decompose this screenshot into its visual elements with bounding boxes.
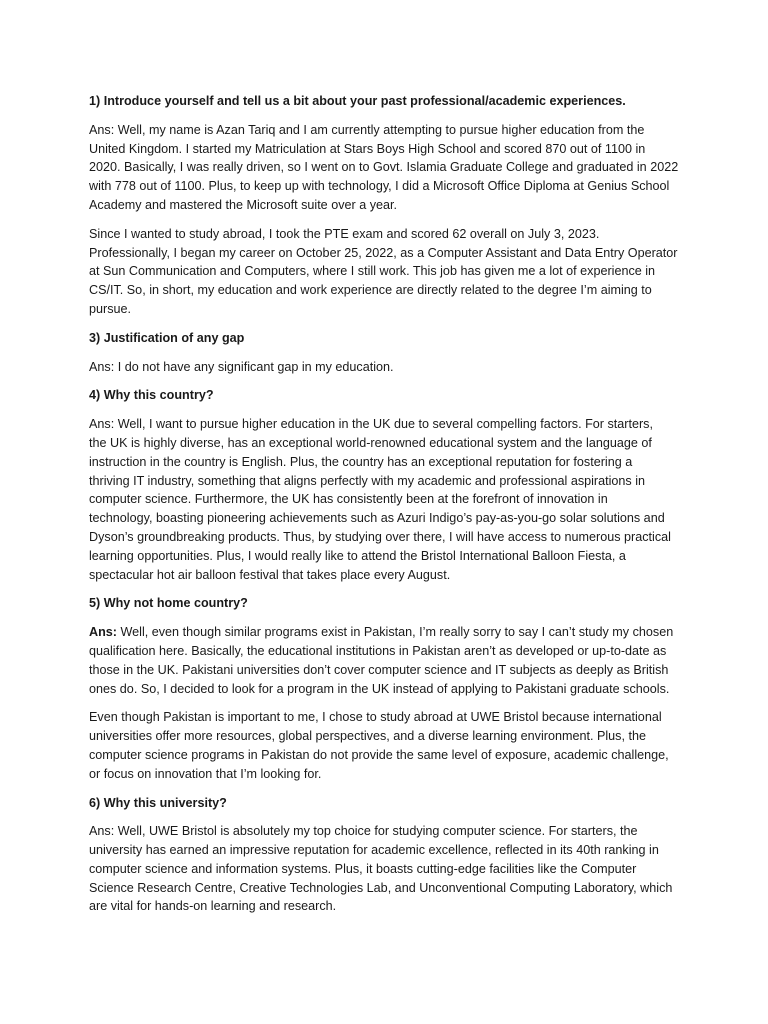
text-line: CS/IT. So, in short, my education and work experience are directly related to the degree I’m aiming to bbox=[89, 283, 652, 298]
text-line: university has earned an impressive reputation for academic excellence, reflected in its 40th ranking in bbox=[89, 843, 659, 858]
text-line: universities offer more resources, global perspectives, and a diverse learning environment. Plus, the bbox=[89, 729, 646, 744]
text-line: Academy and mastered the Microsoft suite over a year. bbox=[89, 197, 397, 212]
answer-5-paragraph-2 bbox=[89, 708, 689, 783]
text-line: thriving IT industry, something that aligns perfectly with my academic and professional aspirations in bbox=[89, 473, 646, 488]
text-line: technology, boasting pioneering achievements such as Azuri Indigo’s pay-as-you-go solar solutions and bbox=[89, 511, 665, 526]
question-4-heading: 4) Why this country? bbox=[89, 388, 214, 403]
text-line bbox=[89, 623, 689, 642]
text-line: United Kingdom. I started my Matriculation at Stars Boys High School and scored 870 out of 1100 in bbox=[89, 141, 646, 156]
text-line: Since I wanted to study abroad, I took the PTE exam and scored 62 overall on July 3, 2023. bbox=[89, 226, 600, 241]
text-line: Ans: I do not have any significant gap in my education. bbox=[89, 359, 394, 374]
text-line: 2020. Basically, I was really driven, so I went on to Govt. Islamia Graduate College and graduated in 2022 bbox=[89, 160, 679, 175]
text-line: Ans: Well, UWE Bristol is absolutely my top choice for studying computer science. For starters, the bbox=[89, 824, 638, 839]
text-line: Even though Pakistan is important to me, I chose to study abroad at UWE Bristol because international bbox=[89, 710, 662, 725]
text-line: with 778 out of 1100. Plus, to keep up with technology, I did a Microsoft Office Diploma at Genius School bbox=[89, 179, 670, 194]
text-line-rest: Well, even though similar programs exist in Pakistan, I’m really sorry to say I can’t study my chosen bbox=[117, 625, 674, 640]
text-line: Dyson’s groundbreaking products. Thus, by studying over there, I will have access to numerous practical bbox=[89, 529, 671, 544]
text-line: are vital for hands-on learning and research. bbox=[89, 899, 337, 914]
text-line: Professionally, I began my career on October 25, 2022, as a Computer Assistant and Data Entry Operator bbox=[89, 245, 678, 260]
answer-1-paragraph-2 bbox=[89, 225, 689, 319]
text-line: computer science programs in Pakistan do not provide the same level of exposure, academic challenge, bbox=[89, 747, 669, 762]
text-line: computer science. Furthermore, the UK has consistently been at the forefront of innovation in bbox=[89, 492, 608, 507]
text-line: ones do. So, I decided to look for a program in the UK instead of applying to Pakistani graduate schools. bbox=[89, 681, 670, 696]
answer-4-paragraph bbox=[89, 415, 689, 584]
answer-5-paragraph-1 bbox=[89, 623, 689, 698]
text-line: qualification here. Basically, the educational institutions in Pakistan aren’t as developed or up-to-date as bbox=[89, 643, 667, 658]
answer-prefix: Ans: bbox=[89, 625, 117, 640]
text-line: the UK is highly diverse, has an exceptional world-renowned educational system and the language of bbox=[89, 435, 652, 450]
question-5-heading: 5) Why not home country? bbox=[89, 596, 248, 611]
answer-1-paragraph-1 bbox=[89, 121, 689, 215]
text-line: at Sun Communication and Computers, where I still work. This job has given me a lot of experience in bbox=[89, 264, 656, 279]
text-line: pursue. bbox=[89, 301, 132, 316]
question-1-heading: 1) Introduce yourself and tell us a bit about your past professional/academic experiences. bbox=[89, 94, 626, 108]
question-6-heading: 6) Why this university? bbox=[89, 795, 227, 810]
text-line: instruction in the country is English. Plus, the country has an exceptional reputation for fostering a bbox=[89, 454, 633, 469]
text-line: computer science and information systems. Plus, it boasts cutting-edge facilities like the Computer bbox=[89, 861, 637, 876]
text-line: Science Research Centre, Creative Technologies Lab, and Unconventional Computing Laboratory, which bbox=[89, 880, 673, 895]
answer-6-paragraph bbox=[89, 822, 689, 916]
text-line: learning opportunities. Plus, I would really like to attend the Bristol International Balloon Fiesta, a bbox=[89, 548, 626, 563]
text-line: or focus on innovation that I’m looking for. bbox=[89, 766, 322, 781]
document-page bbox=[89, 92, 689, 926]
answer-3-paragraph bbox=[89, 358, 689, 377]
question-3-heading: 3) Justification of any gap bbox=[89, 330, 245, 345]
text-line: spectacular hot air balloon festival that takes place every August. bbox=[89, 567, 451, 582]
text-line: Ans: Well, my name is Azan Tariq and I am currently attempting to pursue higher education from the bbox=[89, 122, 645, 137]
text-line: those in the UK. Pakistani universities don’t cover computer science and IT subjects as deeply as British bbox=[89, 662, 669, 677]
text-line: Ans: Well, I want to pursue higher education in the UK due to several compelling factors. For starters, bbox=[89, 417, 653, 432]
